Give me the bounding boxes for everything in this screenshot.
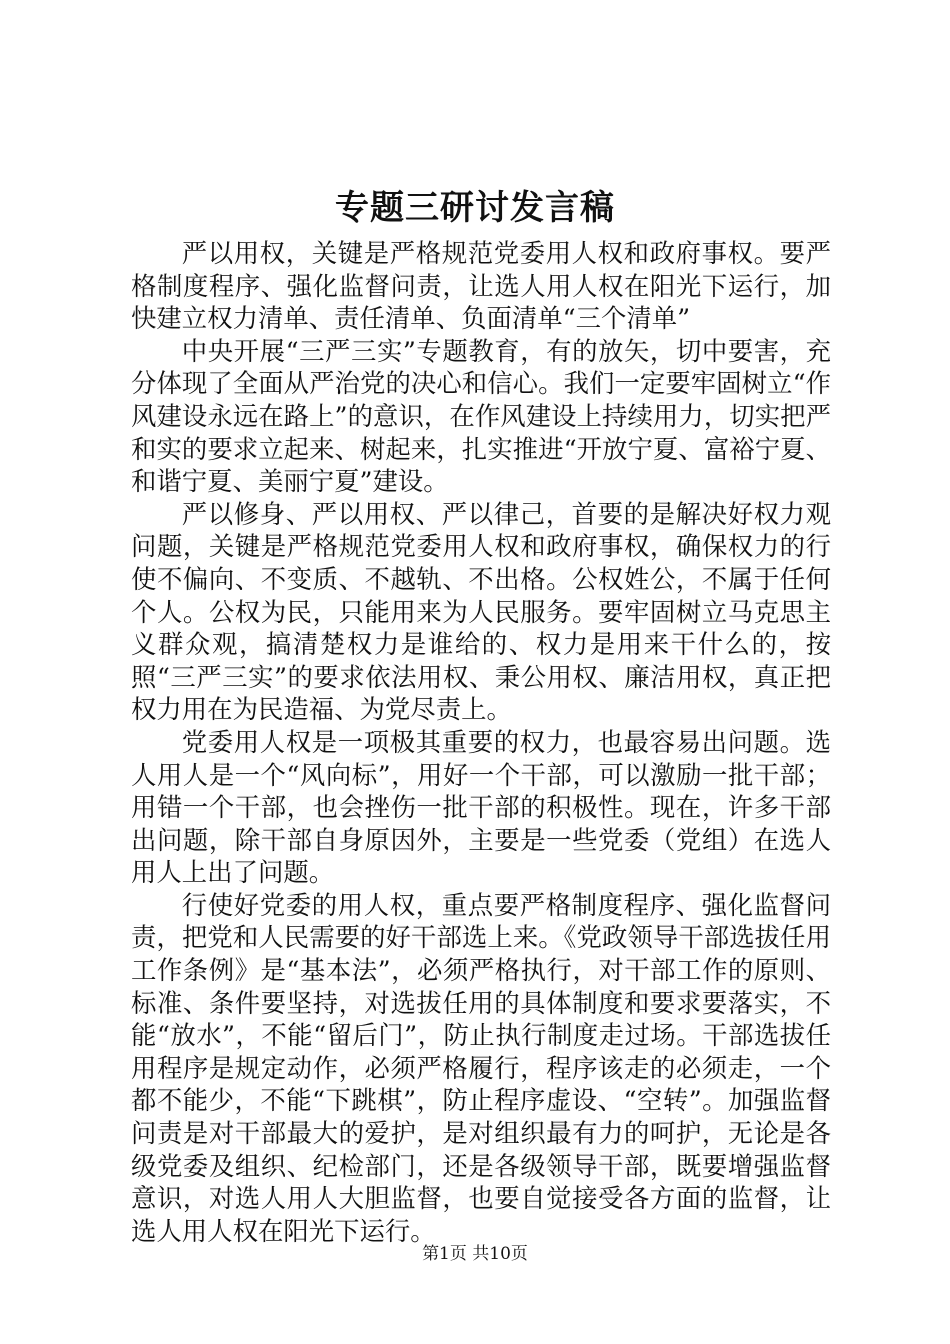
page-footer: 第1页 共10页 — [422, 1244, 528, 1264]
paragraph-5: 行使好党委的用人权，重点要严格制度程序、强化监督问责，把党和人民需要的好干部选上来。《党政领导干部选拔任用工作条例》是“基本法”，必须严格执行，对干部工作的原则、标准、条件要坚持，对选拔任用的具体制度和要求要落实，不能“放水”，不能“留后门”，防止执行制度走过场。干部选拔任用程序是规定动作，必须严格履行，程序该走的必须走，一个都不能少，不能“下跳棋”，防止程序虚设、“空转”。加强监督问责是对干部最大的爱护，是对组织最有力的呵护，无论是各级党委及组织、纪检部门，还是各级领导干部，既要增强监督意识，对选人用人大胆监督，也要自觉接受各方面的监督，让选人用人权在阳光下运行。 — [131, 889, 831, 1246]
paragraph-2: 中央开展“三严三实”专题教育，有的放矢，切中要害，充分体现了全面从严治党的决心和信心。我们一定要牢固树立“作风建设永远在路上”的意识，在作风建设上持续用力，切实把严和实的要求立起来、树起来，扎实推进“开放宁夏、富裕宁夏、和谐宁夏、美丽宁夏”建设。 — [131, 335, 831, 497]
document-body — [131, 237, 831, 1247]
paragraph-3: 严以修身、严以用权、严以律己，首要的是解决好权力观问题，关键是严格规范党委用人权和政府事权，确保权力的行使不偏向、不变质、不越轨、不出格。公权姓公，不属于任何个人。公权为民，只能用来为人民服务。要牢固树立马克思主义群众观，搞清楚权力是谁给的、权力是用来干什么的，按照“三严三实”的要求依法用权、秉公用权、廉洁用权，真正把权力用在为民造福、为党尽责上。 — [131, 498, 831, 725]
document-title: 专题三研讨发言稿 — [335, 188, 615, 228]
paragraph-1: 严以用权，关键是严格规范党委用人权和政府事权。要严格制度程序、强化监督问责，让选人用人权在阳光下运行，加快建立权力清单、责任清单、负面清单“三个清单” — [131, 238, 831, 334]
paragraph-4: 党委用人权是一项极其重要的权力，也最容易出问题。选人用人是一个“风向标”，用好一个干部，可以激励一批干部；用错一个干部，也会挫伤一批干部的积极性。现在，许多干部出问题，除干部自身原因外，主要是一些党委（党组）在选人用人上出了问题。 — [131, 726, 831, 888]
